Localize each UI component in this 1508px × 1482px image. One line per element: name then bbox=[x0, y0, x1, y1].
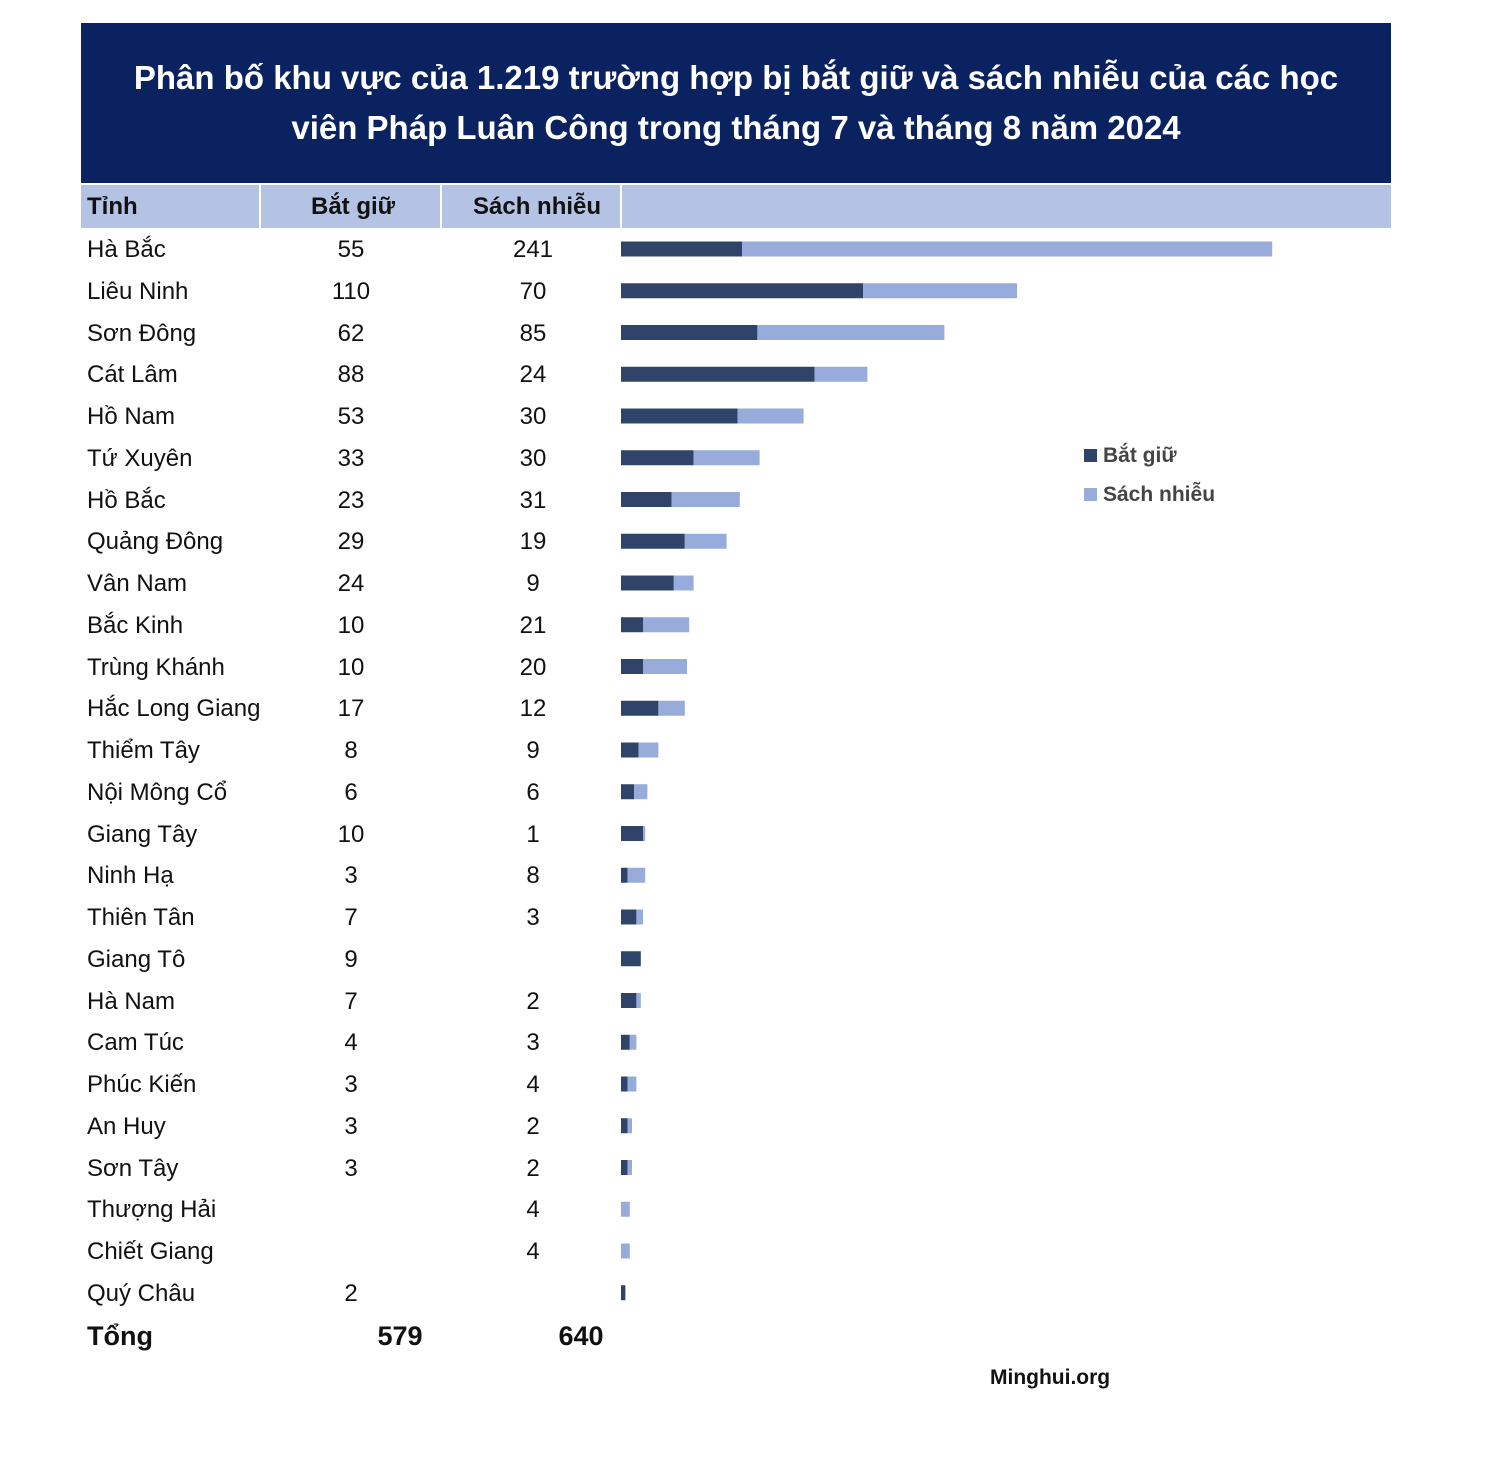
bar-arrested bbox=[621, 993, 636, 1008]
bar-arrested bbox=[621, 534, 685, 549]
header-province: Tỉnh bbox=[87, 193, 138, 220]
row-province-label: Vân Nam bbox=[87, 570, 188, 597]
row-harassed-value: 19 bbox=[519, 528, 547, 555]
bar-arrested bbox=[621, 701, 658, 716]
bar-arrested bbox=[621, 1160, 628, 1175]
row-province-label: An Huy bbox=[87, 1113, 166, 1140]
row-harassed-value: 3 bbox=[526, 1029, 540, 1056]
row-province-label: Cát Lâm bbox=[87, 361, 178, 388]
source-credit: Minghui.org bbox=[990, 1366, 1111, 1389]
row-harassed-value: 9 bbox=[526, 570, 540, 597]
bar-harassed bbox=[634, 784, 647, 799]
bar-arrested bbox=[621, 617, 643, 632]
row-province-label: Bắc Kinh bbox=[87, 612, 184, 639]
row-arrested-value: 4 bbox=[344, 1029, 358, 1056]
bar-arrested bbox=[621, 409, 738, 424]
bar-arrested bbox=[621, 826, 643, 841]
row-harassed-value: 8 bbox=[526, 862, 540, 889]
row-arrested-value: 3 bbox=[344, 1113, 358, 1140]
bar-arrested bbox=[621, 659, 643, 674]
row-arrested-value: 88 bbox=[337, 361, 365, 388]
row-province-label: Nội Mông Cổ bbox=[87, 779, 228, 806]
row-harassed-value: 3 bbox=[526, 904, 540, 931]
legend-label-harassed: Sách nhiễu bbox=[1103, 482, 1216, 506]
row-harassed-value: 30 bbox=[519, 445, 547, 472]
bar-harassed bbox=[742, 242, 1272, 257]
row-province-label: Hà Bắc bbox=[87, 236, 166, 263]
legend-item-harassed bbox=[1084, 475, 1215, 514]
bar-harassed bbox=[815, 367, 868, 382]
bar-arrested bbox=[621, 1077, 628, 1092]
row-harassed-value: 24 bbox=[519, 361, 547, 388]
bar-arrested bbox=[621, 242, 742, 257]
legend-item-arrested bbox=[1084, 436, 1215, 475]
row-arrested-value: 62 bbox=[337, 320, 365, 347]
bar-arrested bbox=[621, 1118, 628, 1133]
row-province-label: Tứ Xuyên bbox=[87, 445, 193, 472]
legend-swatch-harassed bbox=[1084, 488, 1097, 501]
row-arrested-value: 110 bbox=[331, 278, 371, 305]
bar-harassed bbox=[636, 993, 640, 1008]
bar-harassed bbox=[636, 910, 643, 925]
header-arrested: Bắt giữ bbox=[311, 193, 396, 220]
row-harassed-value: 2 bbox=[526, 1113, 540, 1140]
row-arrested-value: 23 bbox=[337, 487, 365, 514]
row-harassed-value: 31 bbox=[519, 487, 547, 514]
row-province-label: Ninh Hạ bbox=[87, 862, 174, 889]
bar-arrested bbox=[621, 868, 628, 883]
row-arrested-value: 33 bbox=[337, 445, 365, 472]
row-province-label: Sơn Đông bbox=[87, 320, 197, 347]
row-province-label: Thiên Tân bbox=[87, 904, 195, 931]
row-harassed-value: 1 bbox=[526, 821, 540, 848]
row-harassed-value: 30 bbox=[519, 403, 547, 430]
row-harassed-value: 21 bbox=[519, 612, 547, 639]
chart-title: Phân bố khu vực của 1.219 trường hợp bị bắt giữ và sách nhiễu của các học viên Pháp Luân Công trong tháng 7 và tháng 8 năm 2024 bbox=[133, 59, 1339, 146]
row-harassed-value: 2 bbox=[526, 1155, 540, 1182]
row-harassed-value: 9 bbox=[526, 737, 540, 764]
row-arrested-value: 10 bbox=[337, 821, 365, 848]
bar-arrested bbox=[621, 283, 863, 298]
bar-harassed bbox=[639, 743, 659, 758]
bar-harassed bbox=[672, 492, 740, 507]
bar-harassed bbox=[685, 534, 727, 549]
row-arrested-value: 7 bbox=[344, 988, 358, 1015]
row-arrested-value: 29 bbox=[337, 528, 365, 555]
row-province-label: Hồ Bắc bbox=[87, 487, 166, 514]
row-province-label: Hà Nam bbox=[87, 988, 176, 1015]
bar-harassed bbox=[694, 450, 760, 465]
bar-harassed bbox=[674, 576, 694, 591]
bar-harassed bbox=[643, 617, 689, 632]
total-arrested: 579 bbox=[377, 1321, 423, 1351]
row-arrested-value: 3 bbox=[344, 1071, 358, 1098]
bar-arrested bbox=[621, 1035, 630, 1050]
bar-arrested bbox=[621, 910, 636, 925]
row-province-label: Quý Châu bbox=[87, 1280, 196, 1307]
row-harassed-value: 20 bbox=[519, 654, 547, 681]
bar-arrested bbox=[621, 450, 694, 465]
total-harassed: 640 bbox=[558, 1321, 604, 1351]
bar-harassed bbox=[621, 1202, 630, 1217]
legend-label-arrested: Bắt giữ bbox=[1103, 443, 1177, 467]
row-harassed-value: 85 bbox=[519, 320, 547, 347]
bar-harassed bbox=[630, 1035, 637, 1050]
bar-harassed bbox=[643, 826, 645, 841]
row-province-label: Hồ Nam bbox=[87, 403, 176, 430]
row-arrested-value: 24 bbox=[337, 570, 365, 597]
row-arrested-value: 10 bbox=[337, 654, 365, 681]
row-arrested-value: 3 bbox=[344, 1155, 358, 1182]
row-province-label: Giang Tây bbox=[87, 821, 198, 848]
bar-harassed bbox=[738, 409, 804, 424]
bar-harassed bbox=[628, 1077, 637, 1092]
row-arrested-value: 8 bbox=[344, 737, 358, 764]
total-label: Tổng bbox=[87, 1321, 153, 1351]
bar-harassed bbox=[643, 659, 687, 674]
row-harassed-value: 4 bbox=[526, 1238, 540, 1265]
row-province-label: Trùng Khánh bbox=[87, 654, 225, 681]
bar-arrested bbox=[621, 1285, 625, 1300]
row-province-label: Hắc Long Giang bbox=[87, 695, 261, 722]
row-province-label: Phúc Kiến bbox=[87, 1071, 197, 1098]
row-province-label: Giang Tô bbox=[87, 946, 186, 973]
bar-harassed bbox=[757, 325, 944, 340]
bar-harassed bbox=[628, 1160, 632, 1175]
row-arrested-value: 9 bbox=[344, 946, 358, 973]
row-arrested-value: 2 bbox=[344, 1280, 358, 1307]
row-province-label: Chiết Giang bbox=[87, 1238, 214, 1265]
bar-harassed bbox=[658, 701, 684, 716]
bar-arrested bbox=[621, 492, 672, 507]
bar-arrested bbox=[621, 325, 757, 340]
row-harassed-value: 2 bbox=[526, 988, 540, 1015]
row-arrested-value: 53 bbox=[337, 403, 365, 430]
row-arrested-value: 17 bbox=[337, 695, 365, 722]
row-province-label: Cam Túc bbox=[87, 1029, 184, 1056]
bar-arrested bbox=[621, 576, 674, 591]
bar-harassed bbox=[863, 283, 1017, 298]
row-arrested-value: 7 bbox=[344, 904, 358, 931]
row-arrested-value: 6 bbox=[344, 779, 358, 806]
row-province-label: Sơn Tây bbox=[87, 1155, 179, 1182]
chart-legend bbox=[1084, 436, 1215, 514]
header-harassed: Sách nhiễu bbox=[473, 193, 602, 220]
bar-harassed bbox=[628, 868, 646, 883]
row-arrested-value: 55 bbox=[337, 236, 365, 263]
row-harassed-value: 6 bbox=[526, 779, 540, 806]
row-harassed-value: 4 bbox=[526, 1071, 540, 1098]
bar-harassed bbox=[628, 1118, 632, 1133]
row-province-label: Thiểm Tây bbox=[87, 737, 200, 764]
row-harassed-value: 70 bbox=[519, 278, 547, 305]
row-province-label: Liêu Ninh bbox=[87, 278, 189, 305]
row-province-label: Thượng Hải bbox=[87, 1196, 217, 1223]
row-harassed-value: 4 bbox=[526, 1196, 540, 1223]
row-arrested-value: 3 bbox=[344, 862, 358, 889]
bar-arrested bbox=[621, 951, 641, 966]
bar-arrested bbox=[621, 743, 639, 758]
bar-harassed bbox=[621, 1244, 630, 1259]
bar-arrested bbox=[621, 367, 815, 382]
bar-arrested bbox=[621, 784, 634, 799]
row-harassed-value: 241 bbox=[512, 236, 554, 263]
row-province-label: Quảng Đông bbox=[87, 528, 224, 555]
legend-swatch-arrested bbox=[1084, 449, 1097, 462]
row-arrested-value: 10 bbox=[337, 612, 365, 639]
row-harassed-value: 12 bbox=[519, 695, 547, 722]
